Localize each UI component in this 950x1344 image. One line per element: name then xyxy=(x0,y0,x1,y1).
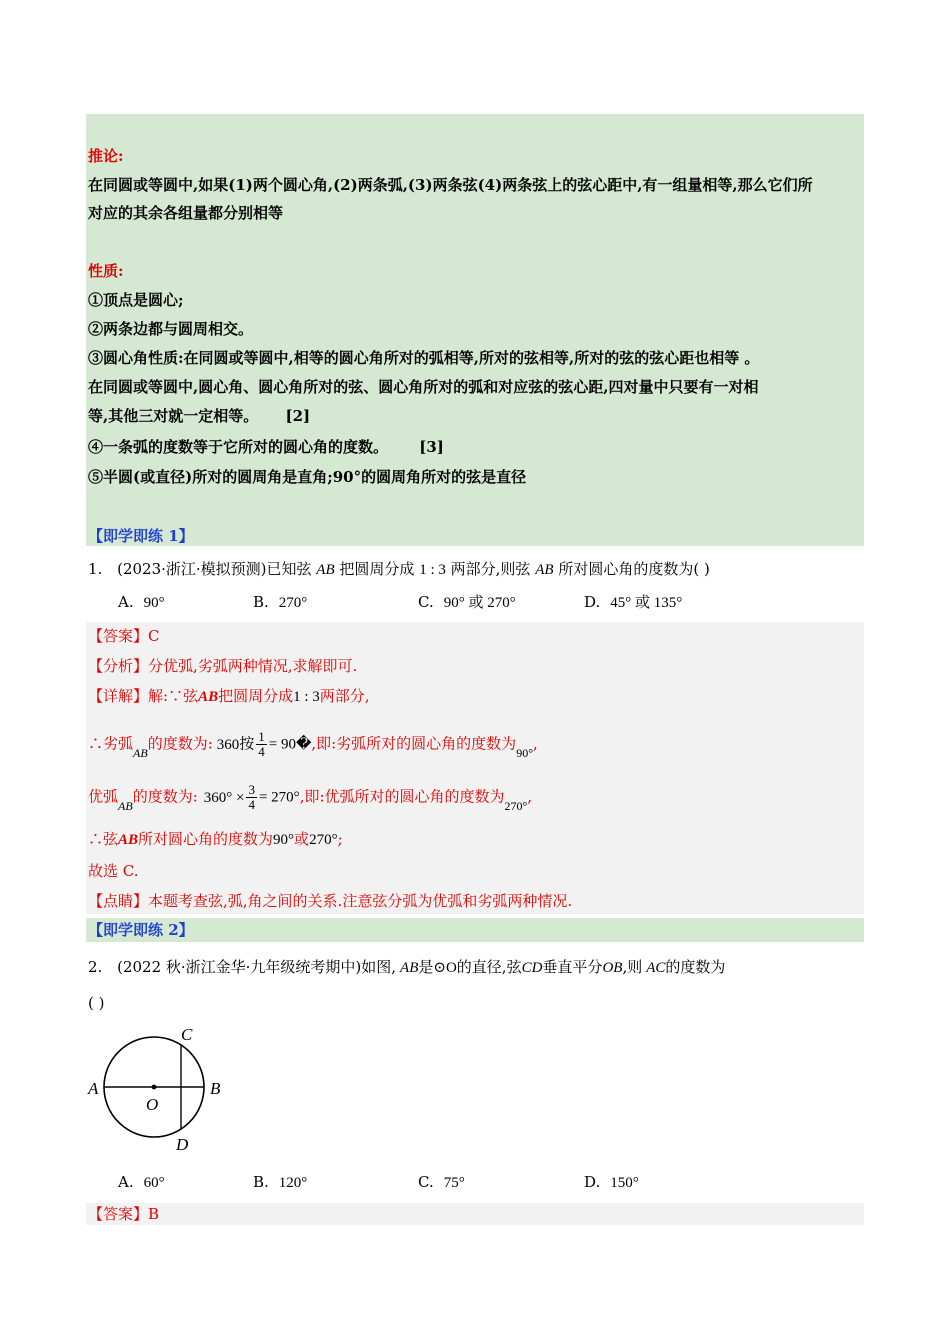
property-title: 性质: xyxy=(88,262,124,280)
arc-ab-label-2: AB xyxy=(118,798,133,813)
q2-option-c[interactable]: C. 75° xyxy=(418,1173,465,1191)
circle-figure xyxy=(86,1022,236,1154)
label-d: D xyxy=(176,1135,189,1154)
property-3-text: 等,其他三对就一定相等。 xyxy=(88,407,259,425)
question-2: 2. (2022 秋·浙江金华·九年级统考期中)如图, AB是⊙O的直径,弦CD垂直平分OB,则 AC的度数为 xyxy=(88,958,726,976)
q2-option-b[interactable]: B. 120° xyxy=(253,1173,308,1191)
question-text: 把圆周分成 xyxy=(339,560,415,578)
q2-option-a[interactable]: A. 60° xyxy=(118,1173,165,1191)
property-2: ②两条边都与圆周相交。 xyxy=(88,320,254,338)
q1-option-d[interactable]: D. 45° 或 135° xyxy=(584,593,683,611)
analysis-1: 【分析】分优弧,劣弧两种情况,求解即可. xyxy=(88,657,358,675)
chord-ab: AB xyxy=(316,562,335,578)
q2-option-d[interactable]: D. 150° xyxy=(584,1173,639,1191)
answer-2: 【答案】B xyxy=(88,1205,160,1223)
label-c: C xyxy=(181,1025,193,1044)
property-4 xyxy=(88,436,444,458)
property-3-line-2: 在同圆或等圆中,圆心角、圆心角所对的弦、圆心角所对的弧和对应弦的弦心距,四对量中只要有一对相 xyxy=(88,378,759,396)
solution-2-panel xyxy=(86,1203,864,1225)
label-b: B xyxy=(210,1079,221,1098)
q1-option-b[interactable]: B. 270° xyxy=(253,593,308,611)
arc-ab-label: AB xyxy=(133,745,148,760)
practice-1-header: 【即学即练 1】 xyxy=(88,527,194,545)
label-a: A xyxy=(88,1079,99,1098)
answer-1: 【答案】C xyxy=(88,627,160,645)
question-end: 所对圆心角的度数为( ) xyxy=(558,560,710,578)
q1-option-c[interactable]: C. 90° 或 270° xyxy=(418,593,516,611)
reference-2[interactable]: [2] xyxy=(285,407,311,425)
question-number: 1. xyxy=(88,560,103,578)
conclusion-1: ∴弦AB所对圆心角的度数为90°或270°; xyxy=(88,830,343,848)
ratio: 1 : 3 xyxy=(419,562,446,578)
property-4-text: ④一条弧的度数等于它所对的圆心角的度数。 xyxy=(88,438,389,456)
inference-line-1: 在同圆或等圆中,如果(1)两个圆心角,(2)两条弧,(3)两条弦(4)两条弦上的弦心距中,有一组量相等,那么它们所 xyxy=(88,176,813,194)
major-arc-line: 优弧$_{AB}$的度数为: 360° × $\frac{3}{4}$ = 270°,即:优弧所对的圆心角的度数为$_{270^\circ}$, xyxy=(88,782,533,813)
practice-2-header-panel xyxy=(86,918,864,942)
q1-option-a[interactable]: A. 90° xyxy=(118,593,165,611)
property-5: ⑤半圆(或直径)所对的圆周角是直角;90°的圆周角所对的弦是直径 xyxy=(88,468,527,486)
question-2-paren: ( ) xyxy=(88,994,105,1012)
property-3-line-1: ③圆心角性质:在同圆或等圆中,相等的圆心角所对的弧相等,所对的弦相等,所对的弦的弦心距也相等 。 xyxy=(88,349,760,367)
question-1 xyxy=(88,558,710,581)
minor-arc-line: ∴劣弧$_{AB}$的度数为: 360按 $\frac{1}{4}$ = 90�,即:劣弧所对的圆心角的度数为$_{90^\circ}$, xyxy=(88,729,538,760)
question-text-2: 两部分,则弦 xyxy=(450,560,531,578)
chord-ab-2: AB xyxy=(535,562,554,578)
comment-1: 【点睛】本题考查弦,弧,角之间的关系.注意弦分弧为优弧和劣弧两种情况. xyxy=(88,892,573,910)
inference-line-2: 对应的其余各组量都分别相等 xyxy=(88,204,284,222)
detail-1: 【详解】解:∵弦AB把圆周分成1 : 3两部分, xyxy=(88,687,370,705)
fraction-3-4: $\frac{3}{4}$ xyxy=(248,782,255,812)
reference-3[interactable]: [3] xyxy=(419,438,444,456)
label-o: O xyxy=(146,1095,159,1114)
property-1: ①顶点是圆心; xyxy=(88,291,184,309)
practice-2-header: 【即学即练 2】 xyxy=(88,921,194,939)
fraction-1-4: $\frac{1}{4}$ xyxy=(258,729,265,759)
question-source: (2023·浙江·模拟预测)已知弦 xyxy=(117,560,312,578)
center-dot xyxy=(152,1085,157,1090)
property-3-line-3 xyxy=(88,405,310,427)
inference-title: 推论: xyxy=(88,147,124,165)
choose-1: 故选 C. xyxy=(88,862,139,880)
